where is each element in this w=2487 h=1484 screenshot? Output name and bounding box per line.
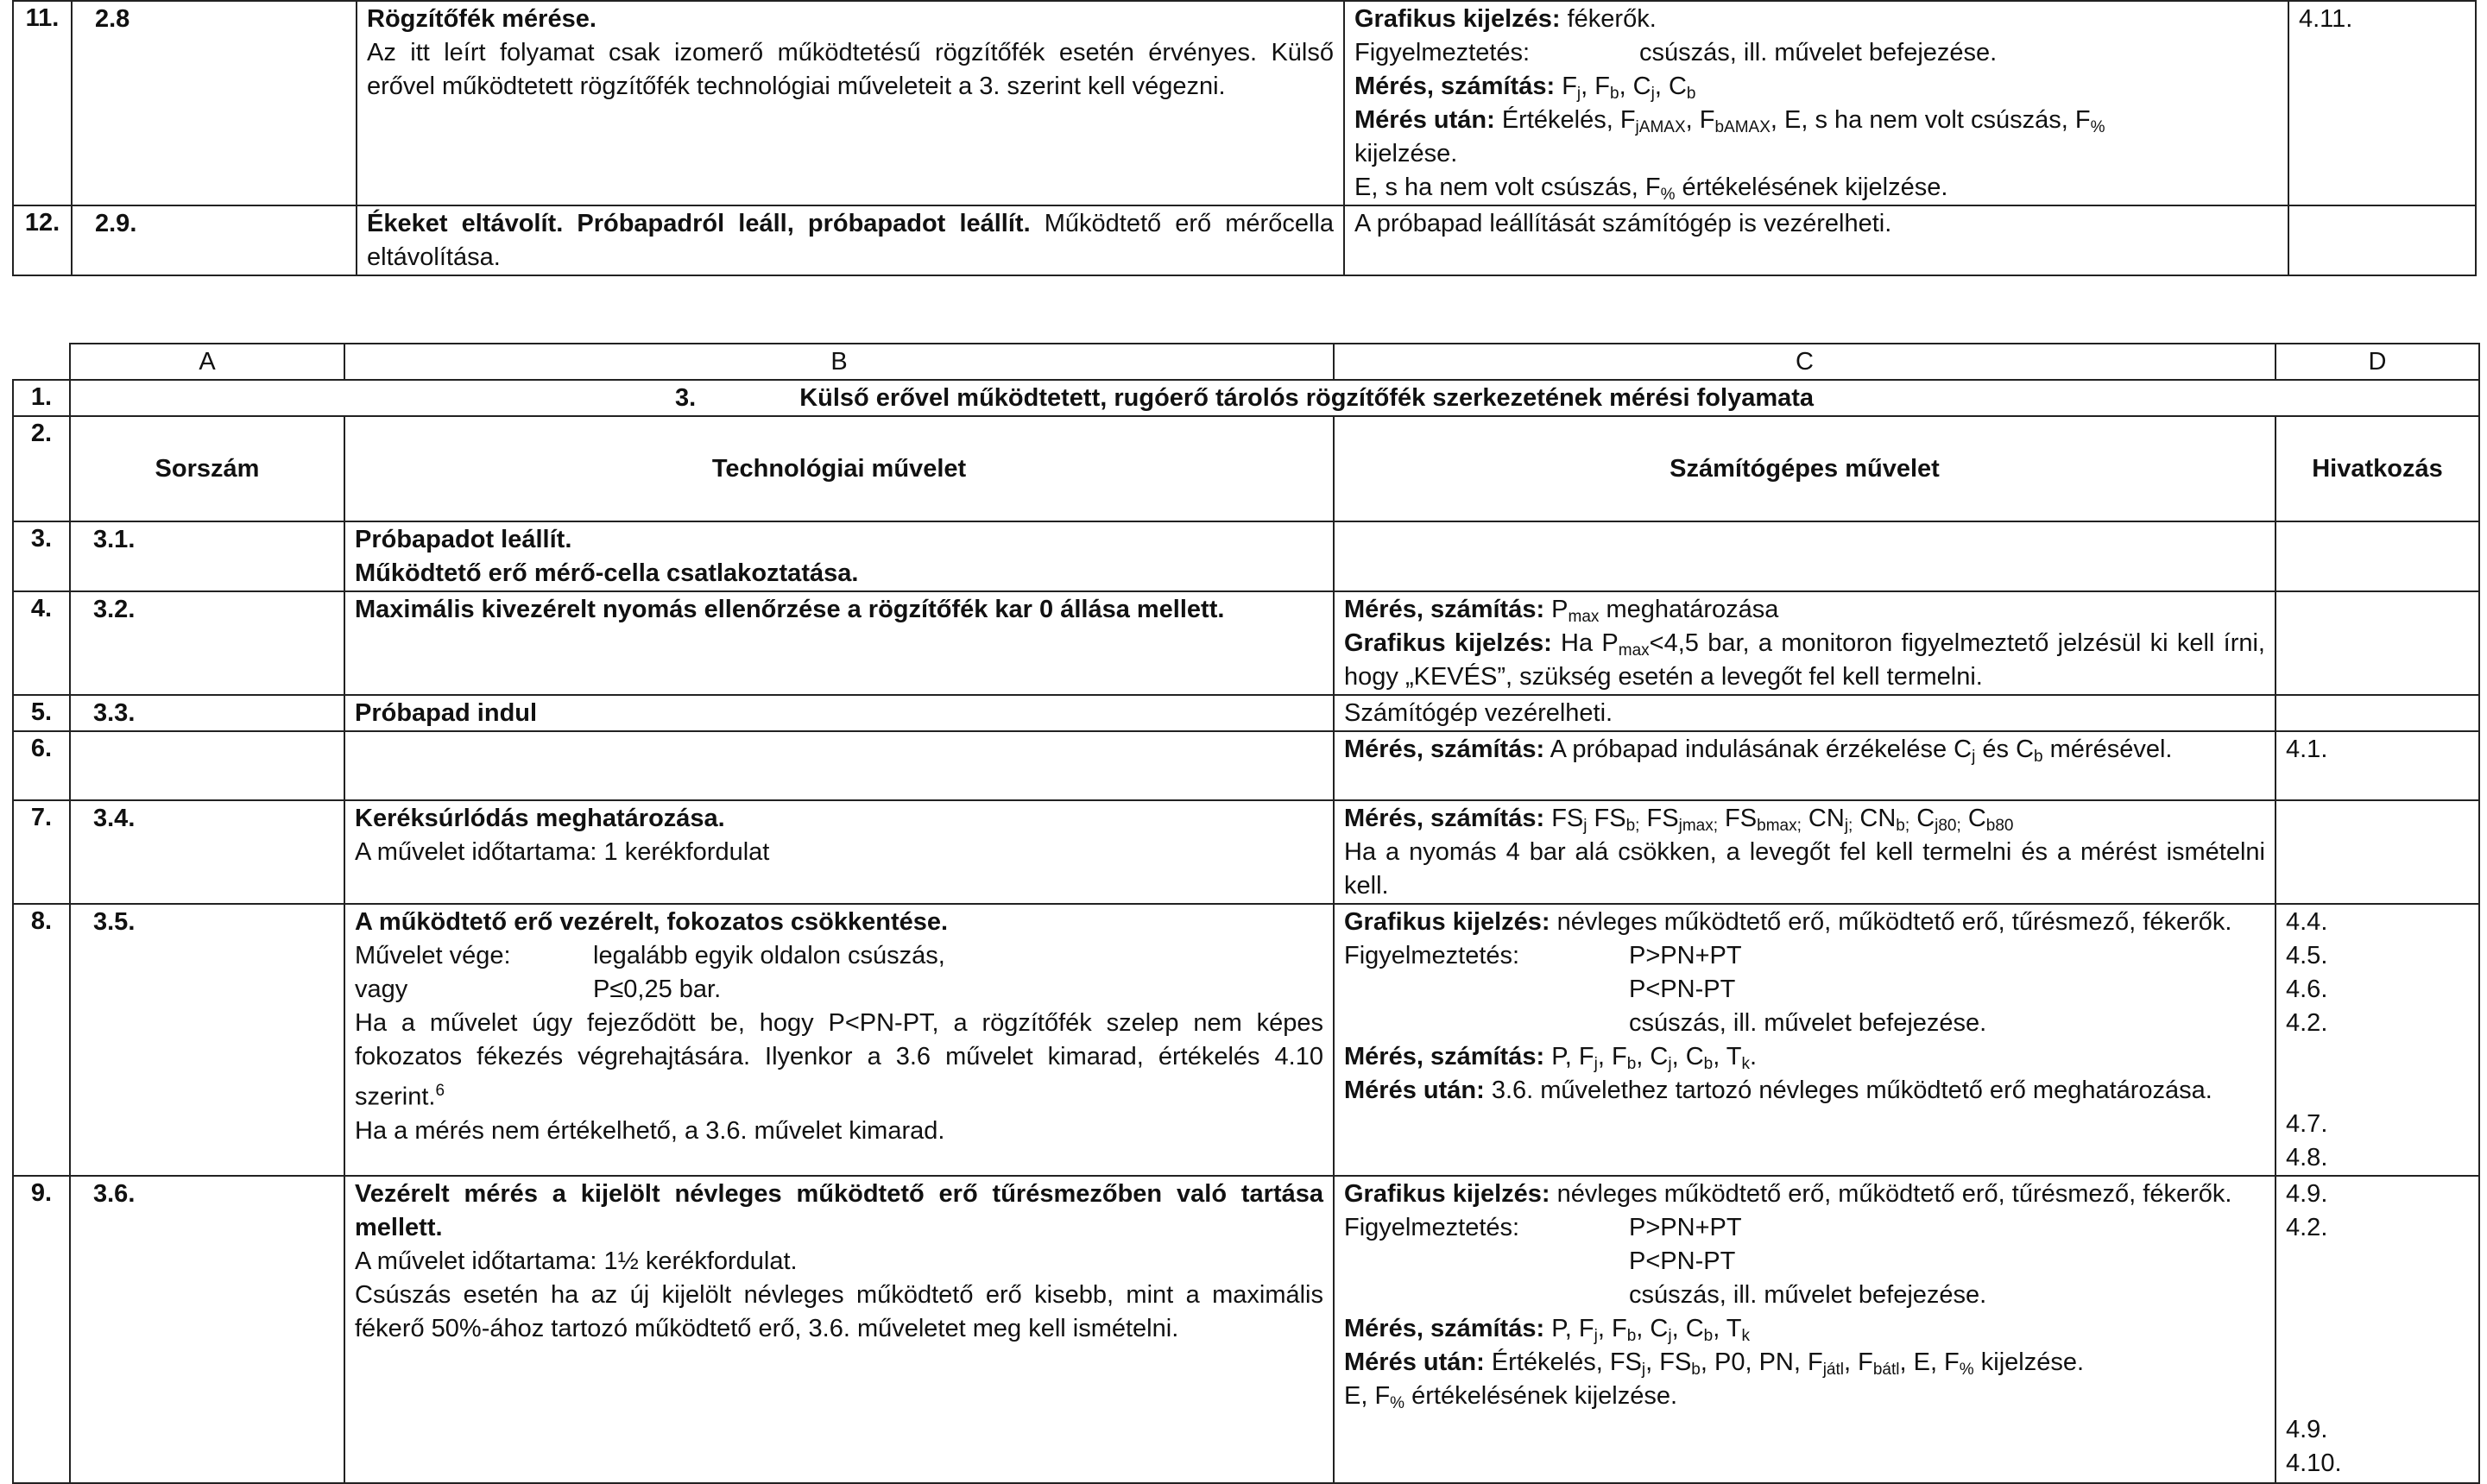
ref-cell — [2276, 904, 2479, 1176]
ref: 4.10. — [2286, 1449, 2342, 1477]
text: P<PN-PT — [1629, 1247, 1736, 1275]
row-number: 8. — [13, 904, 70, 1176]
tech-text: Az itt leírt folyamat csak izomerő működtetésű rögzítőfék esetén érvényes. Külső erővel működtetett rögzítőfék technológiai műveleteit a 3. szerint kell végezni. — [367, 39, 1334, 100]
row-sorszam: 3.4. — [70, 800, 344, 904]
computer-cell — [1334, 904, 2276, 1176]
ref: 4.9. — [2286, 1180, 2328, 1208]
ref-cell — [2276, 695, 2479, 731]
text: és C — [1975, 736, 2035, 763]
row-sorszam: 2.8 — [72, 1, 357, 205]
computer-cell — [1334, 731, 2276, 800]
row-number: 2. — [13, 416, 70, 521]
text: E, s ha nem volt csúszás, $F_{\%}$ értékelésének kijelzése. — [1354, 174, 1948, 204]
subscript: b — [2034, 748, 2043, 766]
subscript: % — [1390, 1394, 1405, 1412]
footnote-ref[interactable]: 6 — [435, 1082, 445, 1100]
table-row — [13, 731, 2479, 800]
label: Mérés után: — [1354, 106, 1495, 134]
tech-title: Vezérelt mérés a kijelölt névleges működtető erő tűrésmezőben való tartása mellett. — [355, 1180, 1323, 1241]
text: Ha P — [1551, 629, 1619, 657]
row-sorszam: 3.1. — [70, 521, 344, 591]
label: Grafikus kijelzés: — [1354, 5, 1561, 33]
table-row — [13, 904, 2479, 1176]
computer-cell — [1334, 521, 2276, 591]
ref-cell — [2276, 1176, 2479, 1483]
ref-cell: 4.1. — [2276, 731, 2479, 800]
ref-cell — [2276, 521, 2479, 591]
text: Értékelés, $FS_j$, $FS_b$, P0, PN, $F_{játl}$, $F_{bátl}$, E, $F_{\%}$ kijelzése. — [1491, 1348, 2085, 1379]
tech-cell — [344, 591, 1334, 695]
section-title-text: Külső erővel működtetett, rugóerő tárolós rögzítőfék szerkezetének mérési folyamata — [799, 384, 1815, 412]
label: Mérés, számítás: — [1344, 805, 1545, 832]
tech-title: Maximális kivezérelt nyomás ellenőrzése a rögzítőfék kar 0 állása mellett. — [355, 596, 1225, 623]
table-row — [13, 205, 2476, 275]
subscript: max — [1568, 608, 1600, 626]
label: Mérés, számítás: — [1354, 73, 1556, 100]
text: P>PN+PT — [1629, 942, 1742, 969]
row-number: 5. — [13, 695, 70, 731]
ref-cell: 4.11. — [2288, 1, 2476, 205]
table-row — [13, 1176, 2479, 1483]
main-table — [12, 343, 2480, 1484]
row-number: 7. — [13, 800, 70, 904]
text: csúszás, ill. művelet befejezése. — [1629, 1281, 1987, 1309]
label: Mérés, számítás: — [1344, 1315, 1545, 1342]
text: névleges működtető erő, működtető erő, tűrésmező, fékerők. — [1550, 1180, 2232, 1208]
row-number: 4. — [13, 591, 70, 695]
computer-cell — [1334, 591, 2276, 695]
section-title-row — [13, 380, 2479, 416]
col-letter-d: D — [2276, 344, 2479, 380]
ref: 4.2. — [2286, 1009, 2328, 1037]
text: $F_j$, $F_b$, $C_j$, $C_b$ — [1562, 73, 1696, 103]
tech-cell — [344, 1176, 1334, 1483]
label: Grafikus kijelzés: — [1344, 908, 1550, 936]
ref: 4.5. — [2286, 942, 2328, 969]
col-letter-a: A — [70, 344, 344, 380]
label: Mérés, számítás: — [1344, 736, 1545, 763]
ref: 4.6. — [2286, 976, 2328, 1003]
computer-cell — [1334, 1176, 2276, 1483]
text: mérésével. — [2042, 736, 2173, 763]
tech-cell — [344, 521, 1334, 591]
col-letter-b: B — [344, 344, 1334, 380]
header-sorszam: Sorszám — [70, 416, 344, 521]
table-row — [13, 695, 2479, 731]
row-sorszam: 3.2. — [70, 591, 344, 695]
header-technology: Technológiai művelet — [344, 416, 1334, 521]
label: vagy — [355, 976, 408, 1003]
row-number: 3. — [13, 521, 70, 591]
text: P>PN+PT — [1629, 1214, 1742, 1241]
text: Ha a nyomás 4 bar alá csökken, a levegőt fel kell termelni és a mérést ismételni kell. — [1344, 838, 2265, 900]
text: Csúszás esetén ha az új kijelölt névleges működtető erő kisebb, mint a maximális fékerő 50%-ához tartozó működtető erő, 3.6. műveletet meg kell ismételni. — [355, 1281, 1323, 1342]
tech-cell — [344, 695, 1334, 731]
tech-title: Rögzítőfék mérése. — [367, 5, 597, 33]
table-row — [13, 1, 2476, 205]
text: P≤0,25 bar. — [593, 976, 722, 1003]
top-table — [12, 0, 2477, 276]
tech-cell — [357, 205, 1344, 275]
row-sorszam: 3.5. — [70, 904, 344, 1176]
table-row — [13, 521, 2479, 591]
label: Mérés után: — [1344, 1348, 1485, 1376]
tech-title: Próbapadot leállít. — [355, 526, 572, 553]
text: csúszás, ill. művelet befejezése. — [1639, 39, 1998, 66]
text: A művelet időtartama: 1½ kerékfordulat. — [355, 1247, 798, 1275]
text: P<PN-PT — [1629, 976, 1736, 1003]
row-sorszam: 2.9. — [72, 205, 357, 275]
tech-cell — [344, 800, 1334, 904]
tech-text: A művelet időtartama: 1 kerékfordulat — [355, 838, 770, 866]
tech-title: Keréksúrlódás meghatározása. — [355, 805, 725, 832]
label: Grafikus kijelzés: — [1344, 629, 1552, 657]
ref: 4.7. — [2286, 1110, 2328, 1138]
ref: 4.4. — [2286, 908, 2328, 936]
subscript: j — [1972, 748, 1976, 766]
table-row — [13, 800, 2479, 904]
tech-cell — [344, 904, 1334, 1176]
section-number: 3. — [675, 384, 697, 412]
computer-cell: Számítógép vezérelheti. — [1334, 695, 2276, 731]
text: P — [1544, 596, 1569, 623]
text: $FS_j$ $FS_{b;}$ $FS_{jmax;}$ $FS_{bmax;}$ $CN_{j;}$ $CN_{b;}$ $C_{j80;}$ $C_{b80}$ — [1551, 805, 2014, 835]
header-row — [13, 416, 2479, 521]
label: Mérés után: — [1344, 1077, 1485, 1104]
tech-title: A működtető erő vezérelt, fokozatos csökkentése. — [355, 908, 949, 936]
text: E, F — [1344, 1382, 1391, 1410]
text: értékelésének kijelzése. — [1404, 1382, 1678, 1410]
text: A próbapad indulásának érzékelése C — [1544, 736, 1973, 763]
header-computer: Számítógépes művelet — [1334, 416, 2276, 521]
label: Mérés, számítás: — [1344, 596, 1545, 623]
ref-cell — [2288, 205, 2476, 275]
text: Értékelés, $F_{jAMAX}$, $F_{bAMAX}$, E, s ha nem volt csúszás, $F_{\%}$ — [1501, 106, 2105, 136]
row-number: 12. — [13, 205, 72, 275]
label: Grafikus kijelzés: — [1344, 1180, 1550, 1208]
text: Ha a művelet úgy fejeződött be, hogy P<PN-PT, a rögzítőfék szelep nem képes fokozatos fékezés végrehajtására. Ilyenkor a 3.6 művelet kimarad, értékelés 4.10 szerint. — [355, 1009, 1323, 1111]
tech-title: Működtető erő mérő-cella csatlakoztatása. — [355, 559, 859, 587]
row-number: 11. — [13, 1, 72, 205]
tech-text: Működtető erő mérőcella eltávolítása. — [367, 210, 1334, 271]
row-number: 9. — [13, 1176, 70, 1483]
ref-cell — [2276, 800, 2479, 904]
tech-cell — [344, 731, 1334, 800]
computer-cell: A próbapad leállítását számítógép is vezérelheti. — [1344, 205, 2288, 275]
text: meghatározása — [1599, 596, 1779, 623]
tech-title: Ékeket eltávolít. Próbapadról leáll, próbapadot leállít. — [367, 210, 1031, 237]
text: P, $F_j$, $F_b$, $C_j$, $C_b$, $T_k$ — [1551, 1315, 1751, 1345]
row-number: 6. — [13, 731, 70, 800]
row-sorszam: 3.3. — [70, 695, 344, 731]
label: Figyelmeztetés: — [1354, 39, 1531, 66]
row-number: 1. — [13, 380, 70, 416]
section-title — [70, 380, 2479, 416]
ref: 4.8. — [2286, 1144, 2328, 1171]
column-letter-row — [13, 344, 2479, 380]
label: Figyelmeztetés: — [1344, 1214, 1520, 1241]
text: <4,5 bar, a monitoron figyelmeztető jelzésül ki kell írni, hogy „KEVÉS”, szükség esetén a levegőt fel kell termelni. — [1344, 629, 2265, 691]
ref: 4.9. — [2286, 1416, 2328, 1443]
col-letter-c: C — [1334, 344, 2276, 380]
text: 3.6. művelethez tartozó névleges működtető erő meghatározása. — [1484, 1077, 2212, 1104]
ref: 4.2. — [2286, 1214, 2328, 1241]
ref-cell — [2276, 591, 2479, 695]
text: csúszás, ill. művelet befejezése. — [1629, 1009, 1987, 1037]
subscript: max — [1618, 641, 1650, 660]
text: kijelzése. — [1354, 140, 1458, 167]
text: névleges működtető erő, működtető erő, tűrésmező, fékerők. — [1550, 908, 2232, 936]
text: Ha a mérés nem értékelhető, a 3.6. művelet kimarad. — [355, 1116, 945, 1145]
label: Művelet vége: — [355, 942, 511, 969]
header-reference: Hivatkozás — [2276, 416, 2479, 521]
row-sorszam — [70, 731, 344, 800]
text: fékerők. — [1560, 5, 1657, 33]
row-sorszam: 3.6. — [70, 1176, 344, 1483]
label: Figyelmeztetés: — [1344, 942, 1520, 969]
text: legalább egyik oldalon csúszás, — [593, 942, 945, 969]
corner-cell — [13, 344, 70, 380]
computer-cell — [1334, 800, 2276, 904]
tech-title: Próbapad indul — [355, 699, 538, 727]
text: P, $F_j$, $F_b$, $C_j$, $C_b$, $T_k$. — [1551, 1043, 1758, 1073]
computer-cell — [1344, 1, 2288, 205]
table-row — [13, 591, 2479, 695]
label: Mérés, számítás: — [1344, 1043, 1545, 1070]
tech-cell — [357, 1, 1344, 205]
